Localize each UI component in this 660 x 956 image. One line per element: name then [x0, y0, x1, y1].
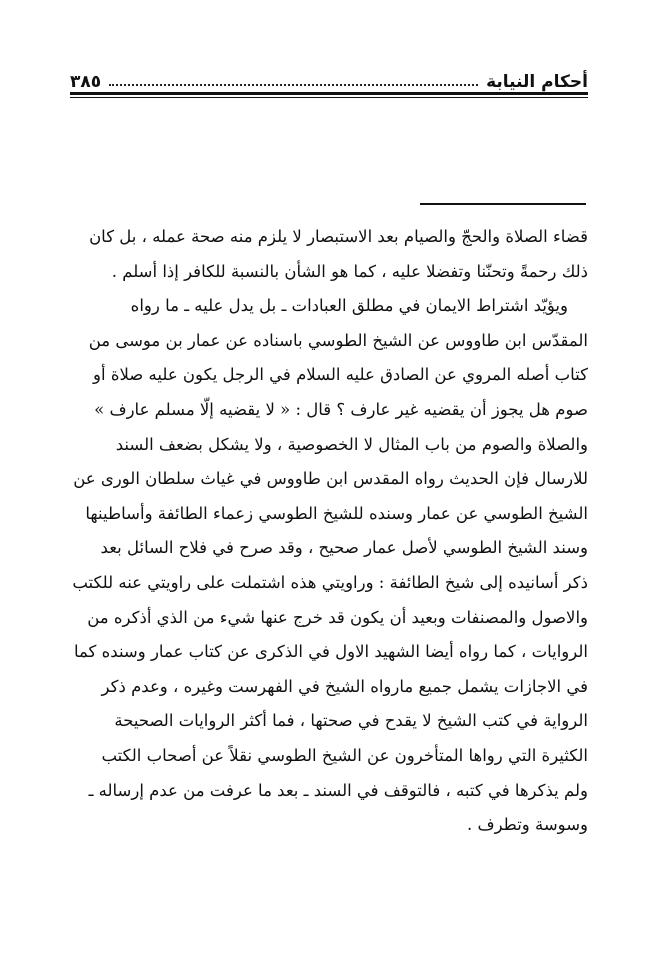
header-rule	[70, 92, 588, 95]
text-line: كتاب أصله المروي عن الصادق عليه السلام في الرجل يكون عليه صلاة أو	[93, 365, 588, 385]
running-header	[70, 58, 588, 92]
running-title: أحكام النيابة	[486, 72, 588, 92]
text-line: الكثيرة التي رواها المتأخرون عن الشيخ الطوسي نقلاً عن أصحاب الكتب	[101, 745, 588, 765]
text-line: في الاجازات يشمل جميع مارواه الشيخ في الفهرست وغيره ، وعدم ذكر	[101, 676, 588, 696]
body-text	[70, 220, 588, 843]
text-line: وسوسة وتطرف .	[466, 815, 588, 835]
text-line: للارسال فإن الحديث رواه المقدس ابن طاووس في غياث سلطان الورى عن	[73, 469, 588, 489]
text-line: ويؤيّد اشتراط الايمان في مطلق العبادات ـ بل يدل عليه ـ ما رواه	[130, 296, 568, 316]
page-number: ٣٨٥	[70, 72, 102, 92]
text-line: قضاء الصلاة والحجّ والصيام بعد الاستبصار لا يلزم منه صحة عمله ، بل كان	[89, 227, 588, 246]
text-line: والصلاة والصوم من باب المثال لا الخصوصية ، ولا يشكل بضعف السند	[115, 434, 588, 454]
text-line: المقدّس ابن طاووس عن الشيخ الطوسي باسناده عن عمار بن موسى من	[88, 330, 588, 350]
header-rule-thin	[70, 97, 588, 98]
text-line: الرواية في كتب الشيخ لا يقدح في صحتها ، فما أكثر الروايات الصحيحة	[114, 711, 588, 731]
text-line: والاصول والمصنفات وبعيد أن يكون قد خرج عنها شيء من الذي أذكره من	[87, 607, 588, 627]
text-line: الشيخ الطوسي عن عمار وسنده للشيخ الطوسي زعماء الطائفة وأساطينها	[85, 503, 588, 523]
text-line: صوم هل يجوز أن يقضيه غير عارف ؟ قال : « لا يقضيه إلّا مسلم عارف »	[94, 399, 588, 419]
text-line: الروايات ، كما رواه أيضا الشهيد الاول في الذكرى عن كتاب عمار وسنده كما	[73, 642, 588, 662]
text-line: ولم يذكرها في كتبه ، فالتوقف في السند ـ بعد ما عرفت من عدم إرساله ـ	[88, 780, 588, 800]
text-line: ذكر أسانيده إلى شيخ الطائفة : وراويتي هذه اشتملت على راويتي عنه للكتب	[72, 572, 588, 592]
leader-dots	[109, 84, 478, 86]
text-line: وسند الشيخ الطوسي لأصل عمار صحيح ، وقد صرح في فلاح السائل بعد	[100, 538, 588, 558]
footnote-separator	[420, 203, 586, 205]
text-line: ذلك رحمةً وتحنّنا وتفضلا عليه ، كما هو الشأن بالنسبة للكافر إذا أسلم .	[111, 261, 588, 281]
